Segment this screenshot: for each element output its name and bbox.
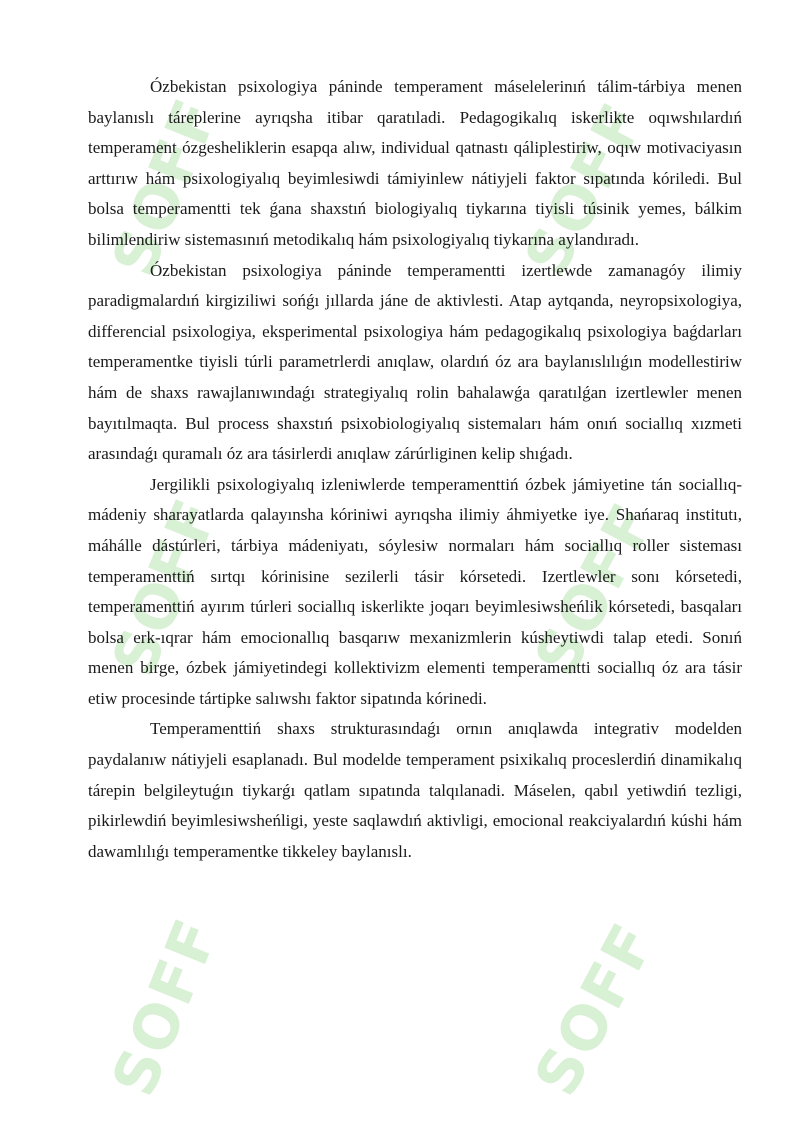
watermark-text: SOFF — [99, 88, 233, 286]
watermark-text: SOFF — [99, 908, 233, 1106]
paragraph: Ózbekistan psixologiya pánindе temperamentti izertlewde zamanagóy ilimiy paradigmalardıń kirgiziliwi sońǵı jıllarda jáne de aktivlesti. Atap aytqanda, neyropsixologiya, differencial psixologiya, eksperimental psixologiya hám pedagogikalıq psixologiya baǵdarları temperamentke tiyisli túrli parametrlerdi anıqlaw, olardıń óz ara baylanıslılıǵın modellestiriw hám de shaxs rawajlanıwındaǵı strategiyalıq rolin bahalawǵa qaratılǵan izertlewler menen bayıtılmaqta. Bul process shaxstıń psixobiologiyalıq sistemaları hám onıń sociallıq xızmeti arasındaǵı quramalı óz ara tásirlerdi anıqlaw zárúrliginen kelip shıǵadı. — [88, 260, 742, 464]
paragraph: Temperamenttiń shaxs strukturasındaǵı ornın anıqlawda integrativ modelden paydalanıw nátiyjeli esaplanadı. Bul modelde temperament psixikalıq proceslerdiń dinamikalıq tárepin belgileytuǵın tiykarǵı qatlam sıpatında talqılanadi. Máselen, qabıl yetiwdiń tezligi, pikirlewdiń beyimlesiwsheńligi, yeste saqlawdıń aktivligi, emocional reakciyalardıń kúshi hám dawamlılıǵı temperamentke tikkeley baylanıslı. — [88, 719, 742, 861]
watermark-text: SOFF — [99, 488, 233, 686]
document-body — [88, 72, 742, 867]
watermark-text: SOFF — [521, 491, 670, 688]
paragraph: Jergilikli psixologiyalıq izleniwlerde temperamenttiń ózbek jámiyetine tán sociallıq-mádeniy sharayatlarda qalayınsha kóriniwi ayrıqsha ilimiy áhmiyetke iye. Shańaraq institutı, máhálle dástúrleri, tárbiya mádeniyatı, sóylesiw normaları hám sociallıq roller sisteması temperamenttiń sırtqı kórinisine sezilerli tásir kórsetedi. Izertlewler sonı kórsetedi, temperamenttiń ayırım túrleri sociallıq iskerlikte joqarı beyimlesiwsheńlik kórsetedi, basqaları bolsa erk-ıqrar hám emocionallıq basqarıw mexanizmlerin kúsheytiwdi talap etedi. Sonıń menen birge, ózbek jámiyetindegi kollektivizm elementi temperamentti sociallıq óz ara tásir etiw procesinde tártipke salıwshı faktor sipatında kórinedi. — [88, 474, 742, 708]
watermark-text: SOFF — [521, 911, 670, 1108]
paragraph: Ózbekistan psixologiya pánindе temperament máselelerinıń tálim-tárbiya menen baylanıslı táreplerine ayrıqsha itibar qaratıladi. Pedagogikalıq iskerlikte oqıwshılardıń temperament ózgesheliklerin esapqa alıw, individual qatnastı qáliplestiriw, oqıw motivaciyasın arttırıw hám psixologiyalıq beyimlesiwdi támiyinlew nátiyjeli faktor sıpatında kóriledi. Bul bolsa temperamentti tek ǵana shaxstıń biologiyalıq tiykarına tiyisli túsinik yemes, bálkim bilimlendiriw sistemasınıń metodikalıq hám psixologiyalıq tiykarına aylandıradı. — [88, 77, 742, 249]
watermark-text: SOFF — [511, 91, 660, 288]
